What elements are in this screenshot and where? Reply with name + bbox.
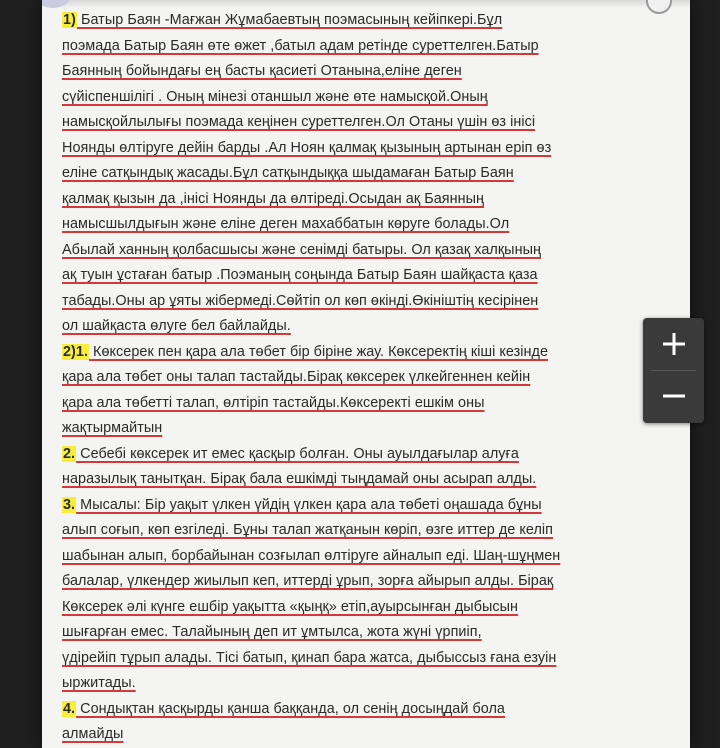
text-line xyxy=(62,136,674,162)
zoom-out-button[interactable] xyxy=(643,370,704,422)
line-text: Ноянды өлтіруге дейін барды .Ал Ноян қалмақ қызының артынан еріп өз xyxy=(62,139,552,156)
text-line xyxy=(62,187,674,213)
line-text: табады.Оны ар ұяты жібермеді.Сөйтіп ол көп өкінді.Өкініштің кесірінен xyxy=(62,292,539,309)
minus-icon xyxy=(661,383,687,409)
document-page[interactable] xyxy=(42,0,690,748)
document-body xyxy=(62,8,674,748)
line-text: шығарған емес. Талайының деп ит ұмтылса, жота жүні үрпиіп, xyxy=(62,624,482,640)
line-text: Көксерек әлі күнге ешбір уақытта «қыңқ» етіп,ауырсынған дыбысын xyxy=(62,598,519,615)
line-text: алып соғып, көп езгіледі. Бұны талап жатқанын көріп, өзге иттер де келіп xyxy=(62,522,554,538)
text-line xyxy=(62,263,674,289)
line-text: жақтырмайтын xyxy=(62,420,163,436)
text-line xyxy=(62,365,674,391)
text-line xyxy=(62,212,674,238)
line-text: қалмақ қызын да ,інісі Ноянды да өлтіреді.Осыдан ақ Баянның xyxy=(62,190,485,207)
text-line xyxy=(62,646,674,672)
text-line xyxy=(62,314,674,340)
text-line xyxy=(62,391,674,417)
text-line xyxy=(62,289,674,315)
line-text: Батыр Баян -Мағжан Жұмабаевтың поэмасының кейіпкері.Бұл xyxy=(76,12,503,28)
text-line xyxy=(62,8,674,34)
line-text: Көксерек пен қара ала төбет бір біріне жау. Көксеректің кіші кезінде xyxy=(89,343,549,360)
text-line xyxy=(62,671,674,697)
text-line xyxy=(62,467,674,493)
text-line xyxy=(62,620,674,646)
line-text: ақ туын ұстаған батыр .Поэманың соңында Батыр Баян шайқаста қаза xyxy=(62,267,538,283)
item-number: 1) xyxy=(63,12,76,28)
line-text: үдірейіп тұрып алады. Тісі батып, қинап бара жатса, дыбыссыз ғана езуін xyxy=(62,649,557,666)
text-line xyxy=(62,110,674,136)
line-text: Баянның бойындағы ең басты қасиеті Отанына,еліне деген xyxy=(62,63,462,79)
line-text: наразылық танытқан. Бірақ бала ешкімді тыңдамай оны асырап алды. xyxy=(62,471,537,487)
text-line xyxy=(62,595,674,621)
item-number: 2)1. xyxy=(63,343,88,360)
line-text: намысшылдығын және еліне деген махаббатын көруге болады.Ол xyxy=(62,216,510,232)
plus-icon xyxy=(661,331,687,357)
item-number: 3. xyxy=(63,496,76,513)
line-text: шабынан алып, борбайынан созғылап өлтіруге айналып еді. Шаң-шұңмен xyxy=(62,547,561,564)
line-text: поэмада Батыр Баян өте өжет ,батыл адам ретінде суреттелген.Батыр xyxy=(62,37,539,54)
line-text: сүйіспеншілігі . Оның мінезі отаншыл және өте намысқой.Оның xyxy=(62,88,488,105)
line-text: ол шайқаста өлуге бел байлайды. xyxy=(62,318,291,334)
top-shadow xyxy=(42,0,690,8)
line-text: ыржитады. xyxy=(62,675,136,691)
line-text: Себебі көксерек ит емес қасқыр болған. Оны ауылдағылар алуға xyxy=(76,445,519,462)
line-text: қара ала төбетті талап, өлтіріп тастайды.Көксеректі ешкім оны xyxy=(62,394,485,411)
text-line xyxy=(62,569,674,595)
text-line xyxy=(62,238,674,264)
line-text: намысқойлылығы поэмада кеңінен суреттелген.Ол Отаны үшін өз інісі xyxy=(62,114,536,130)
text-line xyxy=(62,161,674,187)
text-line xyxy=(62,340,674,366)
line-text: еліне сатқындық жасады.Бұл сатқындыққа шыдамаған Батыр Баян xyxy=(62,165,514,181)
text-line xyxy=(62,442,674,468)
text-line xyxy=(62,493,674,519)
text-line xyxy=(62,697,674,723)
line-text: Сондықтан қасқырды қанша баққанда, ол сенің досыңдай бола xyxy=(76,700,505,717)
text-line xyxy=(62,518,674,544)
item-number: 2. xyxy=(63,445,76,462)
line-text: балалар, үлкендер жиылып кеп, иттерді ұрып, зорға айырып алды. Бірақ xyxy=(62,573,554,589)
text-line xyxy=(62,722,674,748)
zoom-controls xyxy=(643,318,704,423)
text-line xyxy=(62,34,674,60)
line-text: Мысалы: Бір уақыт үлкен үйдің үлкен қара ала төбеті оңашада бұны xyxy=(76,496,542,513)
text-line xyxy=(62,544,674,570)
text-line xyxy=(62,85,674,111)
text-line xyxy=(62,416,674,442)
text-line xyxy=(62,59,674,85)
line-text: алмайды xyxy=(62,726,124,742)
zoom-in-button[interactable] xyxy=(643,318,704,370)
line-text: қара ала төбет оны талап тастайды.Бірақ көксерек үлкейгеннен кейін xyxy=(62,369,531,385)
line-text: Абылай ханның қолбасшысы және сенімді батыры. Ол қазақ халқының xyxy=(62,241,541,258)
item-number: 4. xyxy=(63,700,76,717)
